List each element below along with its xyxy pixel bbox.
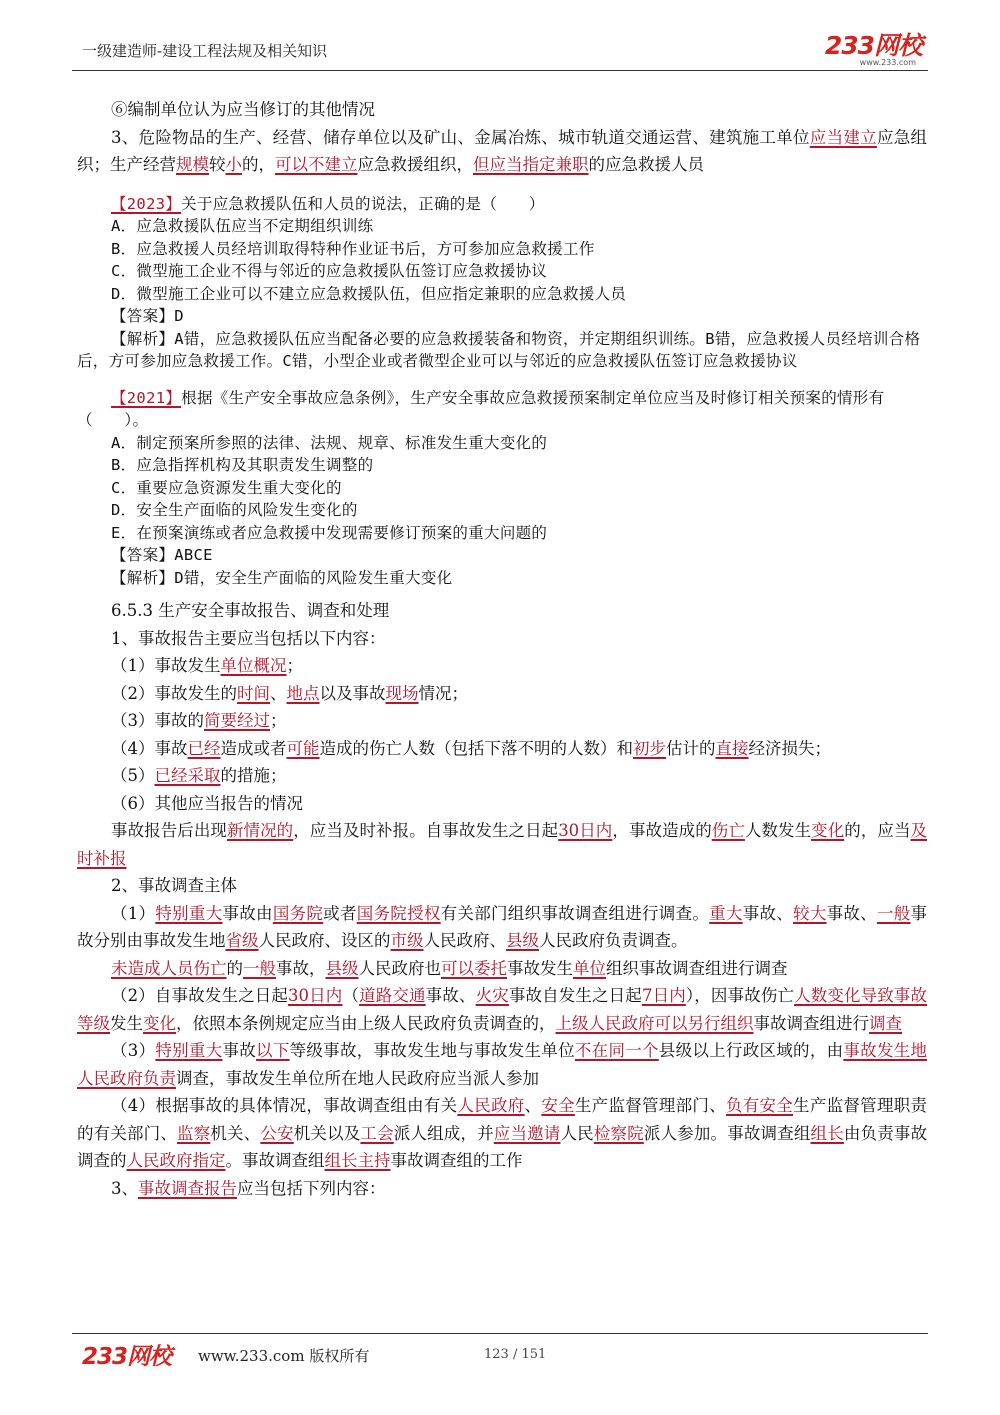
question-stem	[77, 387, 927, 432]
text-run: ；	[270, 711, 287, 730]
section-line	[77, 1037, 927, 1092]
key-term: 组长主持	[324, 1151, 391, 1170]
key-term: 人民政府指定	[126, 1151, 226, 1170]
key-term: 事故调查报告	[138, 1178, 237, 1198]
text-run: （2）自事故发生之日起	[111, 986, 289, 1005]
option-c: C．微型施工企业不得与邻近的应急救援队伍签订应急救援协议	[111, 262, 548, 280]
text-run: （6）其他应当报告的情况	[111, 793, 303, 813]
text-run: 生产监督管理部门、	[574, 1096, 726, 1115]
key-term: 30日内	[558, 821, 613, 840]
answer	[77, 544, 927, 567]
key-term: 国务院授权	[356, 903, 441, 923]
footer-divider	[72, 1333, 928, 1334]
option-a: A．制定预案所参照的法律、法规、规章、标准发生重大变化的	[111, 433, 548, 452]
analysis-text: A错，应急救援队伍应当配备必要的应急救援装备和物资，并定期组织训练。B错，应急救援人员经培训合格后，方可参加应急救援工作。C错，小型企业或者微型企业可以与邻近的应急救援队伍签订应急救援协议	[77, 329, 921, 370]
question-2023	[77, 193, 927, 373]
text-run: ；	[286, 656, 303, 675]
answer	[77, 305, 927, 328]
key-term: 公安	[260, 1123, 294, 1143]
text-run: 事故，	[276, 958, 326, 978]
section-653-body	[77, 625, 927, 1203]
key-term: 特别重大	[155, 1041, 223, 1060]
option-c: C．重要应急资源发生重大变化的	[111, 478, 342, 497]
text-run: ，事故造成的	[612, 821, 712, 840]
key-term: 较大	[793, 903, 827, 923]
question-text: 根据《生产安全事故应急条例》，生产安全事故应急救援预案制定单位应当及时修订相关预案的情形有（ ）。	[77, 388, 885, 429]
section-line	[77, 955, 927, 983]
answer-value: ABCE	[174, 546, 213, 564]
key-term: 可以不建立	[275, 155, 358, 174]
key-term: 一般	[243, 958, 276, 978]
key-term: 已经	[187, 738, 221, 758]
text-run: 发生	[110, 1013, 143, 1033]
key-term: 地点	[286, 683, 320, 703]
key-term: 安全	[541, 1096, 575, 1115]
key-term: 单位概况	[220, 656, 287, 675]
key-term: 可能	[286, 738, 320, 758]
text-run: 人民政府、	[423, 931, 506, 950]
key-term: 应当建立	[809, 127, 877, 147]
header-title: 一级建造师-建设工程法规及相关知识	[82, 42, 328, 60]
key-term: 人数变化导致事故等级	[77, 986, 928, 1033]
text-run: 造成的伤亡人数（包括下落不明的人数）和	[319, 738, 633, 758]
text-run: 的应急救援人员	[588, 155, 704, 174]
key-term: 初步	[633, 738, 666, 758]
key-term: 直接	[715, 738, 749, 758]
key-term: 县级	[506, 931, 539, 950]
key-term: 变化	[143, 1013, 176, 1033]
section-line	[77, 762, 927, 790]
key-term: 一般	[876, 903, 911, 923]
section-line	[77, 872, 927, 900]
key-term: 人民政府	[457, 1096, 525, 1115]
key-term: 简要经过	[204, 711, 270, 730]
intro-para3	[77, 124, 927, 179]
question-2021	[77, 387, 927, 590]
key-term: 变化	[811, 821, 845, 840]
key-term: 已经采取	[154, 766, 221, 785]
page-body	[77, 96, 927, 1202]
text-run: 、	[524, 1096, 542, 1115]
text-run: 的，应当	[844, 821, 911, 840]
page-header	[72, 26, 928, 66]
text-run: 调查，事故发生单位所在地人民政府应当派人参加	[176, 1068, 539, 1088]
section-line	[77, 790, 927, 818]
text-run: 事故自发生之日起	[508, 986, 642, 1005]
key-term: 不在	[574, 1041, 609, 1060]
key-term: 调查	[869, 1013, 902, 1033]
section-line	[77, 707, 927, 735]
text-run: 或者	[323, 903, 357, 923]
text-run: 事故调查组的工作	[390, 1151, 523, 1170]
section-line	[77, 680, 927, 708]
year-tag: 【2023】	[111, 194, 182, 213]
key-term: 现场	[385, 683, 419, 703]
text-run: ），因事故伤亡	[685, 986, 795, 1005]
text-run: 的	[226, 958, 243, 978]
text-run: 生产监督管理职责的有关部门、	[77, 1096, 927, 1143]
key-term: 上级人民政府可以另行组织	[555, 1013, 754, 1033]
text-run: 造成或者	[220, 738, 287, 758]
key-term: 伤亡	[711, 821, 745, 840]
analysis-text: D错，安全生产面临的风险发生重大变化	[174, 568, 453, 587]
text-run: 组织事故调查组进行调查	[606, 958, 788, 978]
text-run: ，依照本条例规定应当由上级人民政府负责调查的，	[176, 1013, 556, 1033]
key-term: 新情况的	[226, 821, 294, 840]
text-run: 人民政府、设区的	[258, 931, 391, 950]
text-run: 较	[209, 155, 226, 174]
key-term: 7日内	[641, 986, 686, 1005]
text-run: 2、事故调查主体	[111, 876, 237, 895]
text-run: 事故、	[742, 903, 794, 923]
text-run: 事故、	[425, 986, 476, 1005]
option-d: D．微型施工企业可以不建立应急救援队伍，但应指定兼职的应急救援人员	[111, 284, 627, 303]
text-run: （3）	[111, 1041, 156, 1060]
option-e: E．在预案演练或者应急救援中发现需要修订预案的重大问题的	[111, 523, 548, 542]
text-run: 3、	[111, 1178, 138, 1198]
text-run: （1）	[111, 903, 156, 923]
key-term: 事故发生地人民政府负责	[77, 1041, 927, 1088]
text-run: 人民政府负责调查。	[539, 931, 688, 950]
text-run: 情况；	[418, 683, 468, 703]
key-term: 县级	[325, 958, 359, 978]
text-run: （4）根据事故的具体情况，事故调查组由有关	[111, 1096, 458, 1115]
text-run: 等级事故，事故发生地与事故发生单位	[289, 1041, 575, 1060]
text-run: 应急救援组织，	[357, 155, 473, 174]
section-line	[77, 1092, 927, 1175]
text-run: 3、危险物品的生产、经营、储存单位以及矿山、金属冶炼、城市轨道交通运营、建筑施工单位	[111, 127, 810, 147]
key-term: 特别重大	[155, 903, 223, 923]
option-b: B．应急救援人员经培训取得特种作业证书后，方可参加应急救援工作	[111, 239, 595, 258]
section-line	[77, 982, 927, 1037]
key-term: 负有安全	[725, 1096, 794, 1115]
header-divider	[72, 70, 928, 71]
text-run: （4）事故	[111, 738, 188, 758]
text-run: 事故、	[826, 903, 877, 923]
section-line	[77, 652, 927, 680]
text-run: 事故分别由事故发生地	[77, 903, 927, 950]
answer-label: 【答案】	[111, 546, 175, 564]
key-term: 但应当指定兼职	[473, 155, 589, 174]
key-term: 同一个	[608, 1041, 659, 1060]
text-run: （1）事故发生	[111, 656, 221, 675]
text-run: 县级以上行政区域的，由	[658, 1041, 844, 1060]
text-run: 经济损失；	[748, 738, 831, 758]
brand-logo	[825, 26, 922, 67]
text-run: 人民	[560, 1123, 594, 1143]
option-d: D．安全生产面临的风险发生变化的	[111, 501, 358, 519]
analysis-label: 【解析】	[111, 329, 175, 348]
footer-logo: 233网校	[82, 1344, 172, 1370]
section-line	[77, 900, 927, 955]
key-term: 工会	[360, 1123, 394, 1143]
text-run: 应急组织；生产经营	[77, 127, 927, 174]
text-run: 事故发生	[507, 958, 573, 978]
analysis	[77, 567, 927, 590]
key-term: 应当邀请	[493, 1123, 561, 1143]
key-term: 以下	[256, 1041, 290, 1060]
key-term: 单位	[573, 958, 606, 978]
key-term: 未造成人员伤亡	[111, 958, 227, 978]
text-run: 人数发生	[744, 821, 812, 840]
text-run: （3）事故的	[111, 711, 204, 730]
brand-logo-url: www.233.com	[859, 58, 916, 67]
key-term: 组长	[810, 1123, 844, 1143]
key-term: 火灾	[475, 986, 509, 1005]
key-term: 小	[225, 155, 242, 174]
text-run: （	[342, 986, 360, 1005]
key-term: 省级	[225, 931, 259, 950]
key-term: 检察院	[593, 1123, 644, 1143]
question-stem	[77, 193, 927, 216]
text-run: ，应当及时补报。自事故发生之日起	[293, 821, 559, 840]
text-run: 机关以及	[293, 1123, 361, 1143]
text-run: 人民政府也	[358, 958, 441, 978]
section-heading: 6.5.3 生产安全事故报告、调查和处理	[111, 601, 390, 620]
key-term: 可以委托	[441, 958, 507, 978]
text-run: 事故	[222, 1041, 257, 1060]
option-b: B．应急指挥机构及其职责发生调整的	[111, 456, 374, 474]
text-run: 事故调查组进行	[753, 1013, 869, 1033]
key-term: 规模	[176, 155, 209, 174]
intro-item6: ⑥编制单位认为应当修订的其他情况	[111, 100, 375, 119]
section-line	[77, 625, 927, 653]
analysis-label: 【解析】	[111, 568, 175, 587]
section-line	[77, 1175, 927, 1203]
text-run: 机关、	[210, 1123, 261, 1143]
text-run: 事故报告后出现	[111, 821, 227, 840]
brand-logo-text: 233网校	[824, 31, 922, 60]
text-run: 以及事故	[319, 683, 386, 703]
text-run: 派人组成，并	[393, 1123, 494, 1143]
key-term: 重大	[709, 903, 743, 923]
key-term: 监察	[177, 1123, 211, 1143]
footer-copyright: www.233.com 版权所有	[198, 1347, 370, 1365]
text-run: 派人参加。事故调查组	[643, 1123, 811, 1143]
section-line	[77, 817, 927, 872]
text-run: 估计的	[666, 738, 716, 758]
key-term: 市级	[390, 931, 424, 950]
text-run: 的，	[242, 155, 275, 174]
text-run: 事故由	[222, 903, 273, 923]
text-run: 由负责事故调查的	[77, 1123, 928, 1170]
key-term: 30日内	[288, 986, 343, 1005]
answer-label: 【答案】	[111, 307, 175, 325]
text-run: （5）	[111, 766, 155, 785]
text-run: （2）事故发生的	[111, 683, 237, 703]
text-run: 的措施；	[220, 766, 287, 785]
text-run: 1、事故报告主要应当包括以下内容：	[111, 628, 386, 648]
section-line	[77, 735, 927, 763]
analysis	[77, 328, 927, 373]
question-text: 关于应急救援队伍和人员的说法，正确的是（ ）	[181, 194, 545, 213]
text-run: 有关部门组织事故调查组进行调查。	[440, 903, 710, 923]
key-term: 及时补报	[77, 821, 927, 868]
page-number: 123 / 151	[484, 1347, 547, 1362]
key-term: 时间	[237, 683, 270, 703]
text-run: 。事故调查组	[225, 1151, 325, 1170]
text-run: 、	[270, 683, 287, 703]
answer-value: D	[174, 307, 184, 325]
key-term: 国务院	[272, 903, 324, 923]
text-run: 应当包括下列内容：	[237, 1178, 386, 1198]
key-term: 道路交通	[359, 986, 426, 1005]
year-tag: 【2021】	[111, 388, 182, 407]
option-a: A．应急救援队伍应当不定期组织训练	[111, 217, 374, 235]
